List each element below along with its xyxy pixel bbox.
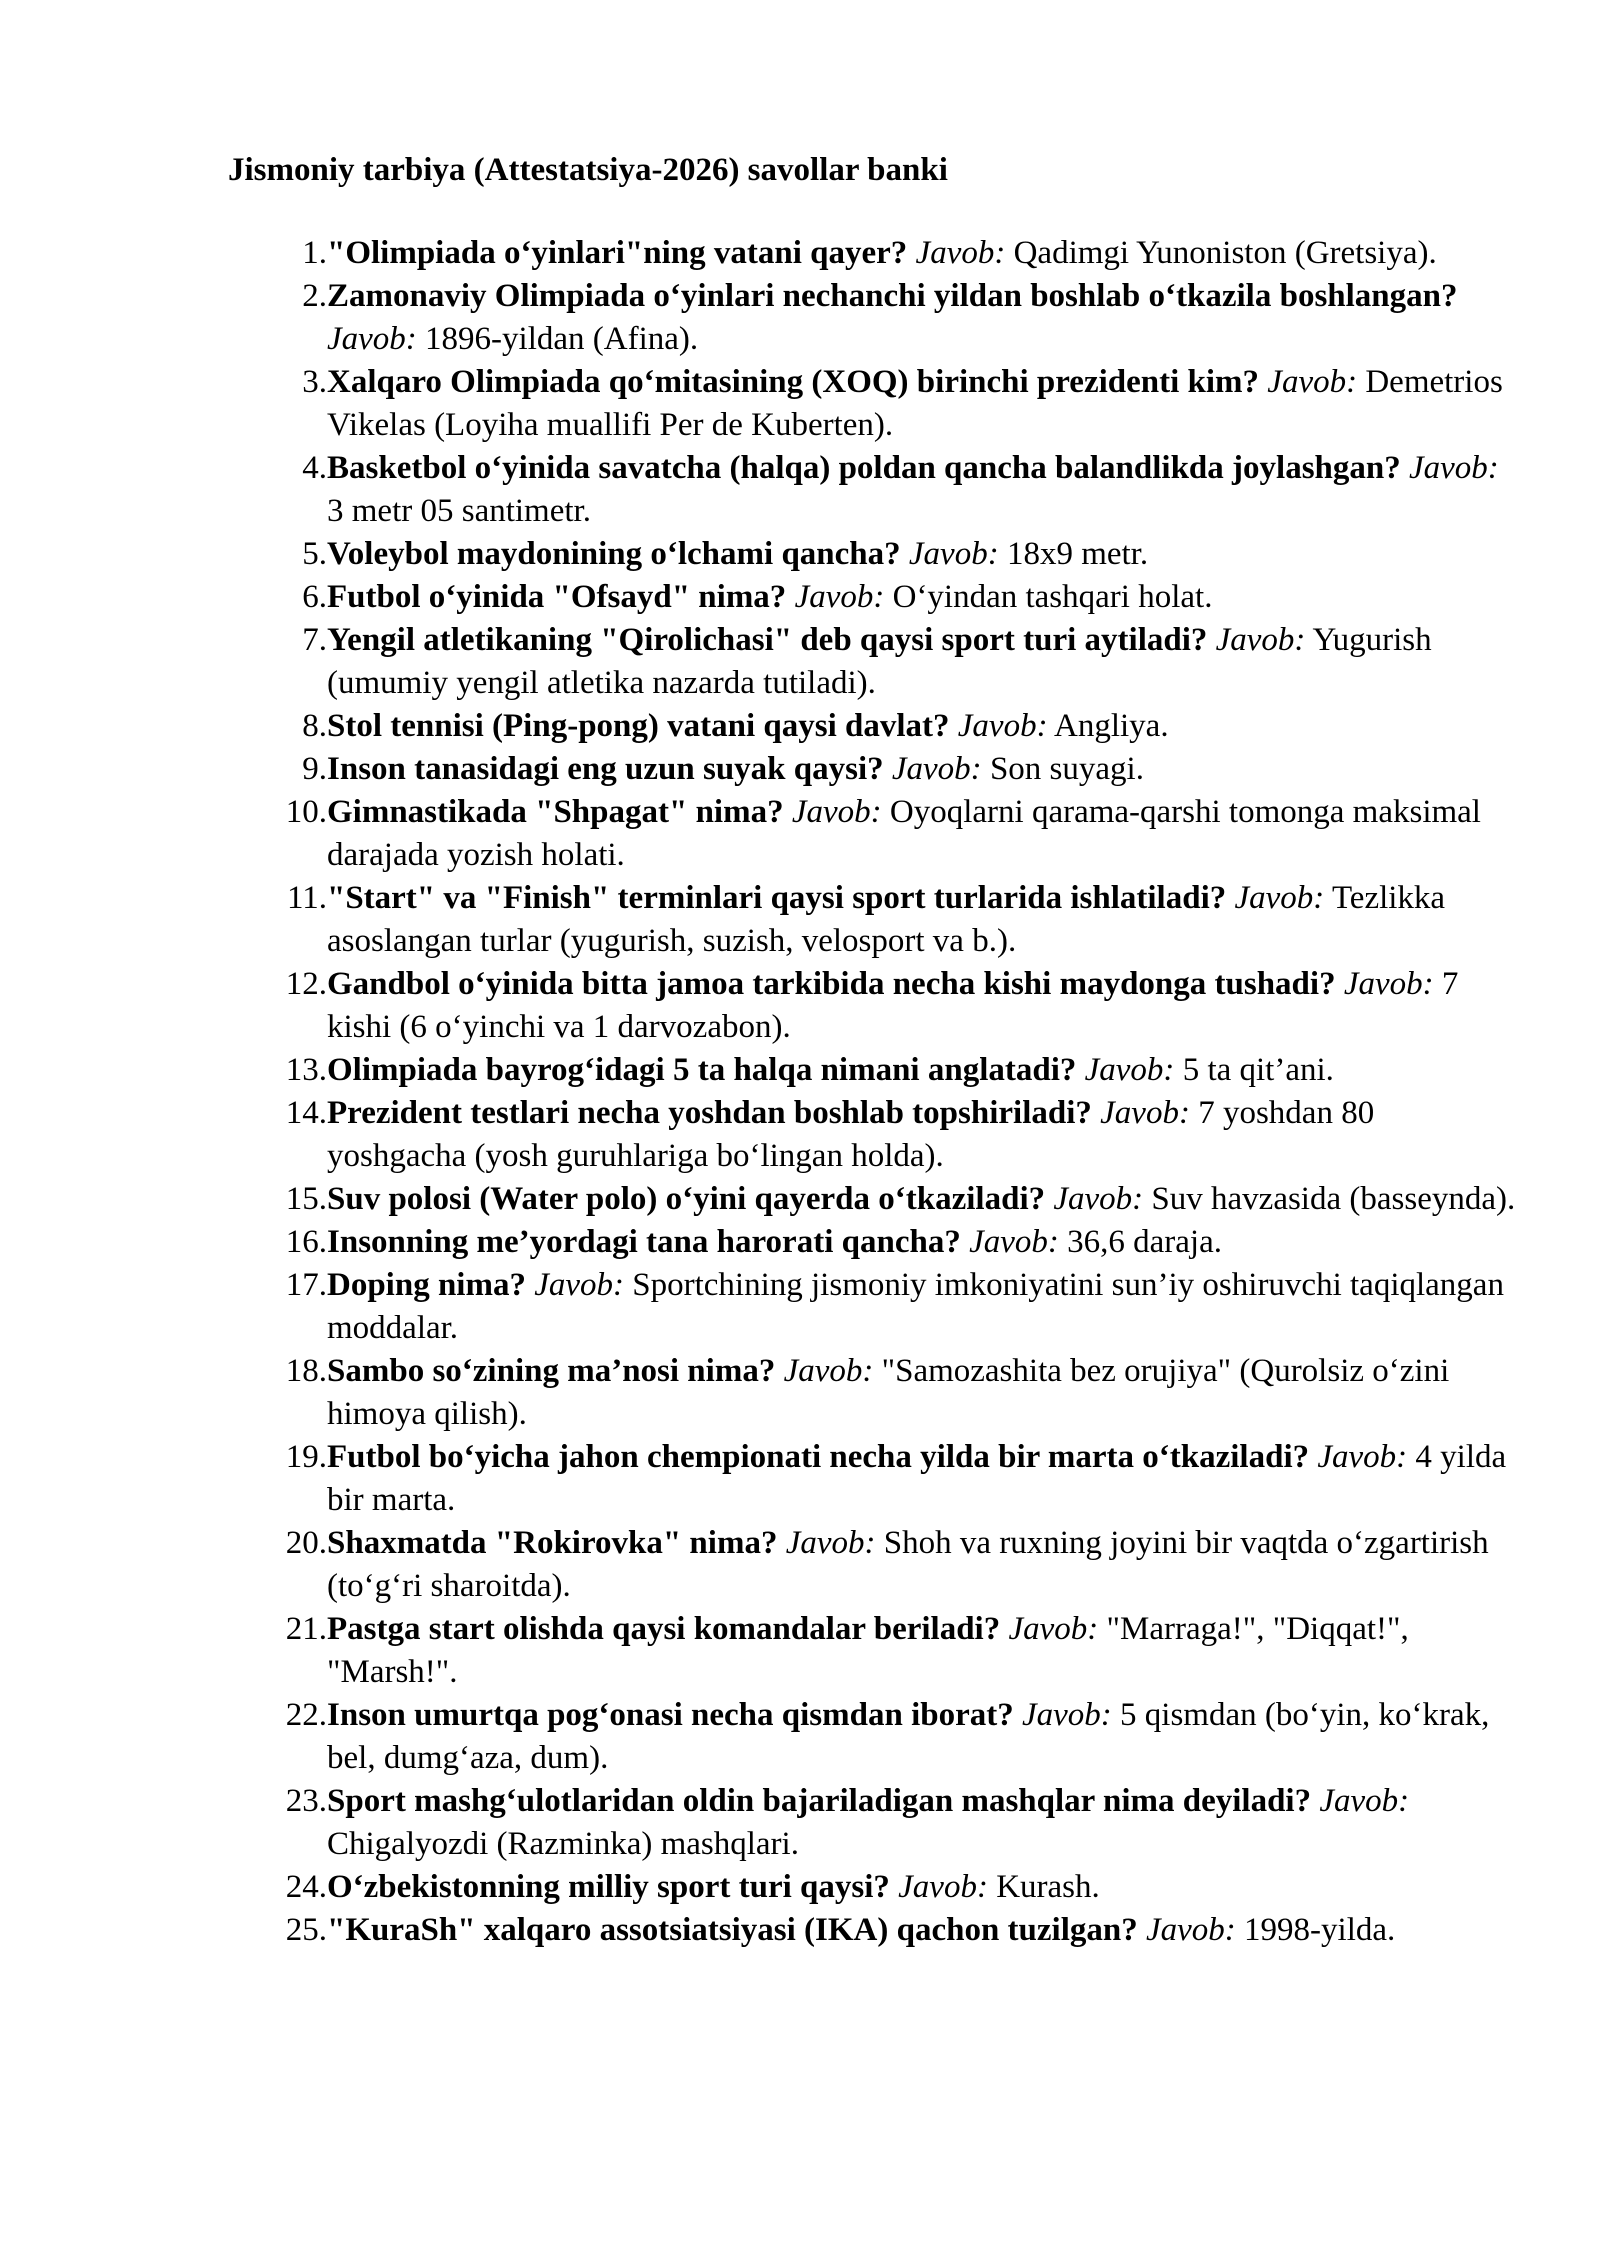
answer-text: Oyoqlarni qarama-qarshi tomonga maksimal darajada yozish holati. bbox=[327, 794, 1481, 873]
item-text bbox=[327, 1866, 1518, 1909]
answer-label: Javob: bbox=[794, 579, 885, 615]
item-text bbox=[327, 533, 1518, 576]
question-text: "Olimpiada o‘yinlari"ning vatani qayer? bbox=[327, 235, 908, 271]
item-number bbox=[228, 791, 327, 877]
item-number-label: 22. bbox=[285, 1697, 327, 1733]
item-number-label: 18. bbox=[285, 1353, 327, 1389]
answer-label: Javob: bbox=[1146, 1912, 1236, 1948]
question-list bbox=[228, 232, 1518, 1952]
item-text bbox=[327, 1522, 1518, 1608]
question-text: Inson umurtqa pog‘onasi necha qismdan iborat? bbox=[327, 1697, 1014, 1733]
question-text: Basketbol o‘yinida savatcha (halqa) poldan qancha balandlikda joylashgan? bbox=[327, 450, 1401, 486]
item-number bbox=[228, 877, 327, 963]
item-number bbox=[228, 705, 327, 748]
list-item bbox=[228, 1608, 1518, 1694]
answer-label: Javob: bbox=[1022, 1697, 1112, 1733]
question-text: Xalqaro Olimpiada qo‘mitasining (XOQ) birinchi prezidenti kim? bbox=[327, 364, 1260, 400]
answer-label: Javob: bbox=[915, 235, 1006, 271]
answer-text: Suv havzasida (basseynda). bbox=[1151, 1181, 1516, 1217]
item-number-label: 20. bbox=[285, 1525, 327, 1561]
item-number-label: 19. bbox=[285, 1439, 327, 1475]
answer-text: Demetrios Vikelas (Loyiha muallifi Per de Kuberten). bbox=[327, 364, 1503, 443]
answer-label: Javob: bbox=[791, 794, 882, 830]
list-item bbox=[228, 1522, 1518, 1608]
answer-text: Kurash. bbox=[996, 1869, 1100, 1905]
item-text bbox=[327, 963, 1518, 1049]
question-text: Zamonaviy Olimpiada o‘yinlari nechanchi yildan boshlab o‘tkazila boshlangan? bbox=[327, 278, 1458, 314]
answer-text: Angliya. bbox=[1054, 708, 1169, 744]
item-text bbox=[327, 275, 1518, 361]
item-text bbox=[327, 619, 1518, 705]
item-number-label: 23. bbox=[285, 1783, 327, 1819]
list-item bbox=[228, 1049, 1518, 1092]
item-number bbox=[228, 361, 327, 447]
item-number bbox=[228, 748, 327, 791]
answer-text: 3 metr 05 santimetr. bbox=[327, 493, 591, 529]
question-text: Inson tanasidagi eng uzun suyak qaysi? bbox=[327, 751, 884, 787]
item-number-label: 24. bbox=[285, 1869, 327, 1905]
item-number bbox=[228, 533, 327, 576]
item-number-label: 17. bbox=[285, 1267, 327, 1303]
answer-text: 7 yoshdan 80 yoshgacha (yosh guruhlariga bo‘lingan holda). bbox=[327, 1095, 1375, 1174]
answer-text: Son suyagi. bbox=[989, 751, 1144, 787]
question-text: Shaxmatda "Rokirovka" nima? bbox=[327, 1525, 778, 1561]
item-text bbox=[327, 877, 1518, 963]
item-number bbox=[228, 1780, 327, 1866]
item-text bbox=[327, 361, 1518, 447]
item-number bbox=[228, 1866, 327, 1909]
question-text: Prezident testlari necha yoshdan boshlab topshiriladi? bbox=[327, 1095, 1092, 1131]
question-text: Gandbol o‘yinida bitta jamoa tarkibida necha kishi maydonga tushadi? bbox=[327, 966, 1336, 1002]
question-text: Doping nima? bbox=[327, 1267, 526, 1303]
item-text bbox=[327, 1178, 1518, 1221]
answer-text: 1896-yildan (Afina). bbox=[425, 321, 699, 357]
item-number-label: 3. bbox=[302, 364, 327, 400]
list-item bbox=[228, 1264, 1518, 1350]
item-number-label: 2. bbox=[302, 278, 327, 314]
answer-text: 18x9 metr. bbox=[1006, 536, 1149, 572]
list-item bbox=[228, 1178, 1518, 1221]
answer-label: Javob: bbox=[1053, 1181, 1144, 1217]
answer-label: Javob: bbox=[957, 708, 1048, 744]
list-item bbox=[228, 1866, 1518, 1909]
item-text bbox=[327, 576, 1518, 619]
answer-text: Yugurish (umumiy yengil atletika nazarda tutiladi). bbox=[327, 622, 1432, 701]
item-number-label: 25. bbox=[285, 1912, 327, 1948]
answer-label: Javob: bbox=[891, 751, 982, 787]
item-number-label: 16. bbox=[285, 1224, 327, 1260]
item-text bbox=[327, 1909, 1518, 1952]
list-item bbox=[228, 1909, 1518, 1952]
item-text bbox=[327, 1780, 1518, 1866]
answer-text: Tezlikka asoslangan turlar (yugurish, suzish, velosport va b.). bbox=[327, 880, 1446, 959]
list-item bbox=[228, 1694, 1518, 1780]
item-text bbox=[327, 1608, 1518, 1694]
item-text bbox=[327, 748, 1518, 791]
list-item bbox=[228, 791, 1518, 877]
question-text: "KuraSh" xalqaro assotsiatsiyasi (IKA) qachon tuzilgan? bbox=[327, 1912, 1138, 1948]
item-number-label: 10. bbox=[285, 794, 327, 830]
answer-label: Javob: bbox=[1008, 1611, 1099, 1647]
answer-text: 5 qismdan (bo‘yin, ko‘krak, bel, dumg‘aza, dum). bbox=[327, 1697, 1490, 1776]
item-text bbox=[327, 705, 1518, 748]
list-item bbox=[228, 1350, 1518, 1436]
item-text bbox=[327, 232, 1518, 275]
answer-label: Javob: bbox=[898, 1869, 988, 1905]
item-number bbox=[228, 275, 327, 361]
item-number-label: 8. bbox=[302, 708, 327, 744]
answer-text: Shoh va ruxning joyini bir vaqtda o‘zgartirish (to‘g‘ri sharoitda). bbox=[327, 1525, 1489, 1604]
answer-label: Javob: bbox=[1317, 1439, 1408, 1475]
list-item bbox=[228, 1436, 1518, 1522]
item-number bbox=[228, 576, 327, 619]
item-number-label: 4. bbox=[302, 450, 327, 486]
item-text bbox=[327, 447, 1518, 533]
answer-text: 7 kishi (6 o‘yinchi va 1 darvozabon). bbox=[327, 966, 1459, 1045]
item-text bbox=[327, 1092, 1518, 1178]
item-text bbox=[327, 1049, 1518, 1092]
item-number bbox=[228, 1694, 327, 1780]
item-number-label: 6. bbox=[302, 579, 327, 615]
question-text: "Start" va "Finish" terminlari qaysi sport turlarida ishlatiladi? bbox=[327, 880, 1227, 916]
question-text: Yengil atletikaning "Qirolichasi" deb qaysi sport turi aytiladi? bbox=[327, 622, 1208, 658]
answer-label: Javob: bbox=[1100, 1095, 1190, 1131]
answer-label: Javob: bbox=[534, 1267, 625, 1303]
item-text bbox=[327, 1694, 1518, 1780]
question-text: Olimpiada bayrog‘idagi 5 ta halqa nimani anglatadi? bbox=[327, 1052, 1077, 1088]
item-number bbox=[228, 1909, 327, 1952]
item-number bbox=[228, 1092, 327, 1178]
question-text: Suv polosi (Water polo) o‘yini qayerda o‘tkaziladi? bbox=[327, 1181, 1046, 1217]
answer-text: 1998-yilda. bbox=[1244, 1912, 1396, 1948]
item-number-label: 1. bbox=[302, 235, 327, 271]
answer-label: Javob: bbox=[969, 1224, 1059, 1260]
answer-text: "Marraga!", "Diqqat!", "Marsh!". bbox=[327, 1611, 1409, 1690]
item-text bbox=[327, 1221, 1518, 1264]
item-text bbox=[327, 1436, 1518, 1522]
answer-text: 5 ta qit’ani. bbox=[1182, 1052, 1334, 1088]
list-item bbox=[228, 275, 1518, 361]
list-item bbox=[228, 1092, 1518, 1178]
question-text: Insonning me’yordagi tana harorati qancha? bbox=[327, 1224, 961, 1260]
item-text bbox=[327, 1350, 1518, 1436]
answer-text: O‘yindan tashqari holat. bbox=[892, 579, 1213, 615]
item-number bbox=[228, 1522, 327, 1608]
list-item bbox=[228, 447, 1518, 533]
list-item bbox=[228, 533, 1518, 576]
item-number-label: 15. bbox=[285, 1181, 327, 1217]
question-text: Pastga start olishda qaysi komandalar beriladi? bbox=[327, 1611, 1001, 1647]
answer-text: 4 yilda bir marta. bbox=[327, 1439, 1507, 1518]
list-item bbox=[228, 1780, 1518, 1866]
item-number bbox=[228, 1350, 327, 1436]
item-number-label: 11. bbox=[286, 880, 327, 916]
page-title: Jismoniy tarbiya (Attestatsiya-2026) savollar banki bbox=[228, 152, 948, 188]
answer-text: "Samozashita bez orujiya" (Qurolsiz o‘zini himoya qilish). bbox=[327, 1353, 1450, 1432]
question-text: Sport mashg‘ulotlaridan oldin bajariladigan mashqlar nima deyiladi? bbox=[327, 1783, 1312, 1819]
question-text: Stol tennisi (Ping-pong) vatani qaysi davlat? bbox=[327, 708, 950, 744]
answer-label: Javob: bbox=[785, 1525, 876, 1561]
item-number-label: 13. bbox=[285, 1052, 327, 1088]
answer-label: Javob: bbox=[327, 321, 417, 357]
list-item bbox=[228, 232, 1518, 275]
question-text: Futbol o‘yinida "Ofsayd" nima? bbox=[327, 579, 787, 615]
item-number-label: 9. bbox=[302, 751, 327, 787]
item-number-label: 21. bbox=[285, 1611, 327, 1647]
question-text: O‘zbekistonning milliy sport turi qaysi? bbox=[327, 1869, 890, 1905]
item-number bbox=[228, 619, 327, 705]
answer-label: Javob: bbox=[783, 1353, 874, 1389]
item-text bbox=[327, 791, 1518, 877]
answer-label: Javob: bbox=[1343, 966, 1434, 1002]
item-number bbox=[228, 1608, 327, 1694]
question-text: Voleybol maydonining o‘lchami qancha? bbox=[327, 536, 901, 572]
answer-text: Chigalyozdi (Razminka) mashqlari. bbox=[327, 1826, 799, 1862]
list-item bbox=[228, 748, 1518, 791]
answer-label: Javob: bbox=[1234, 880, 1325, 916]
question-text: Gimnastikada "Shpagat" nima? bbox=[327, 794, 784, 830]
list-item bbox=[228, 361, 1518, 447]
answer-label: Javob: bbox=[908, 536, 999, 572]
answer-text: 36,6 daraja. bbox=[1067, 1224, 1222, 1260]
list-item bbox=[228, 1221, 1518, 1264]
item-text bbox=[327, 1264, 1518, 1350]
question-text: Futbol bo‘yicha jahon chempionati necha yilda bir marta o‘tkaziladi? bbox=[327, 1439, 1310, 1475]
list-item bbox=[228, 619, 1518, 705]
item-number bbox=[228, 1264, 327, 1350]
answer-label: Javob: bbox=[1267, 364, 1358, 400]
list-item bbox=[228, 963, 1518, 1049]
list-item bbox=[228, 877, 1518, 963]
item-number-label: 12. bbox=[285, 966, 327, 1002]
answer-label: Javob: bbox=[1084, 1052, 1175, 1088]
item-number bbox=[228, 1049, 327, 1092]
item-number bbox=[228, 232, 327, 275]
item-number bbox=[228, 1178, 327, 1221]
answer-text: Qadimgi Yunoniston (Gretsiya). bbox=[1013, 235, 1437, 271]
answer-label: Javob: bbox=[1215, 622, 1306, 658]
answer-text: Sportchining jismoniy imkoniyatini sun’iy oshiruvchi taqiqlangan moddalar. bbox=[327, 1267, 1504, 1346]
list-item bbox=[228, 576, 1518, 619]
answer-label: Javob: bbox=[1319, 1783, 1410, 1819]
item-number bbox=[228, 963, 327, 1049]
item-number-label: 14. bbox=[285, 1095, 327, 1131]
item-number-label: 5. bbox=[302, 536, 327, 572]
item-number-label: 7. bbox=[302, 622, 327, 658]
item-number bbox=[228, 1221, 327, 1264]
item-number bbox=[228, 1436, 327, 1522]
list-item bbox=[228, 705, 1518, 748]
answer-label: Javob: bbox=[1409, 450, 1499, 486]
question-text: Sambo so‘zining ma’nosi nima? bbox=[327, 1353, 776, 1389]
item-number bbox=[228, 447, 327, 533]
